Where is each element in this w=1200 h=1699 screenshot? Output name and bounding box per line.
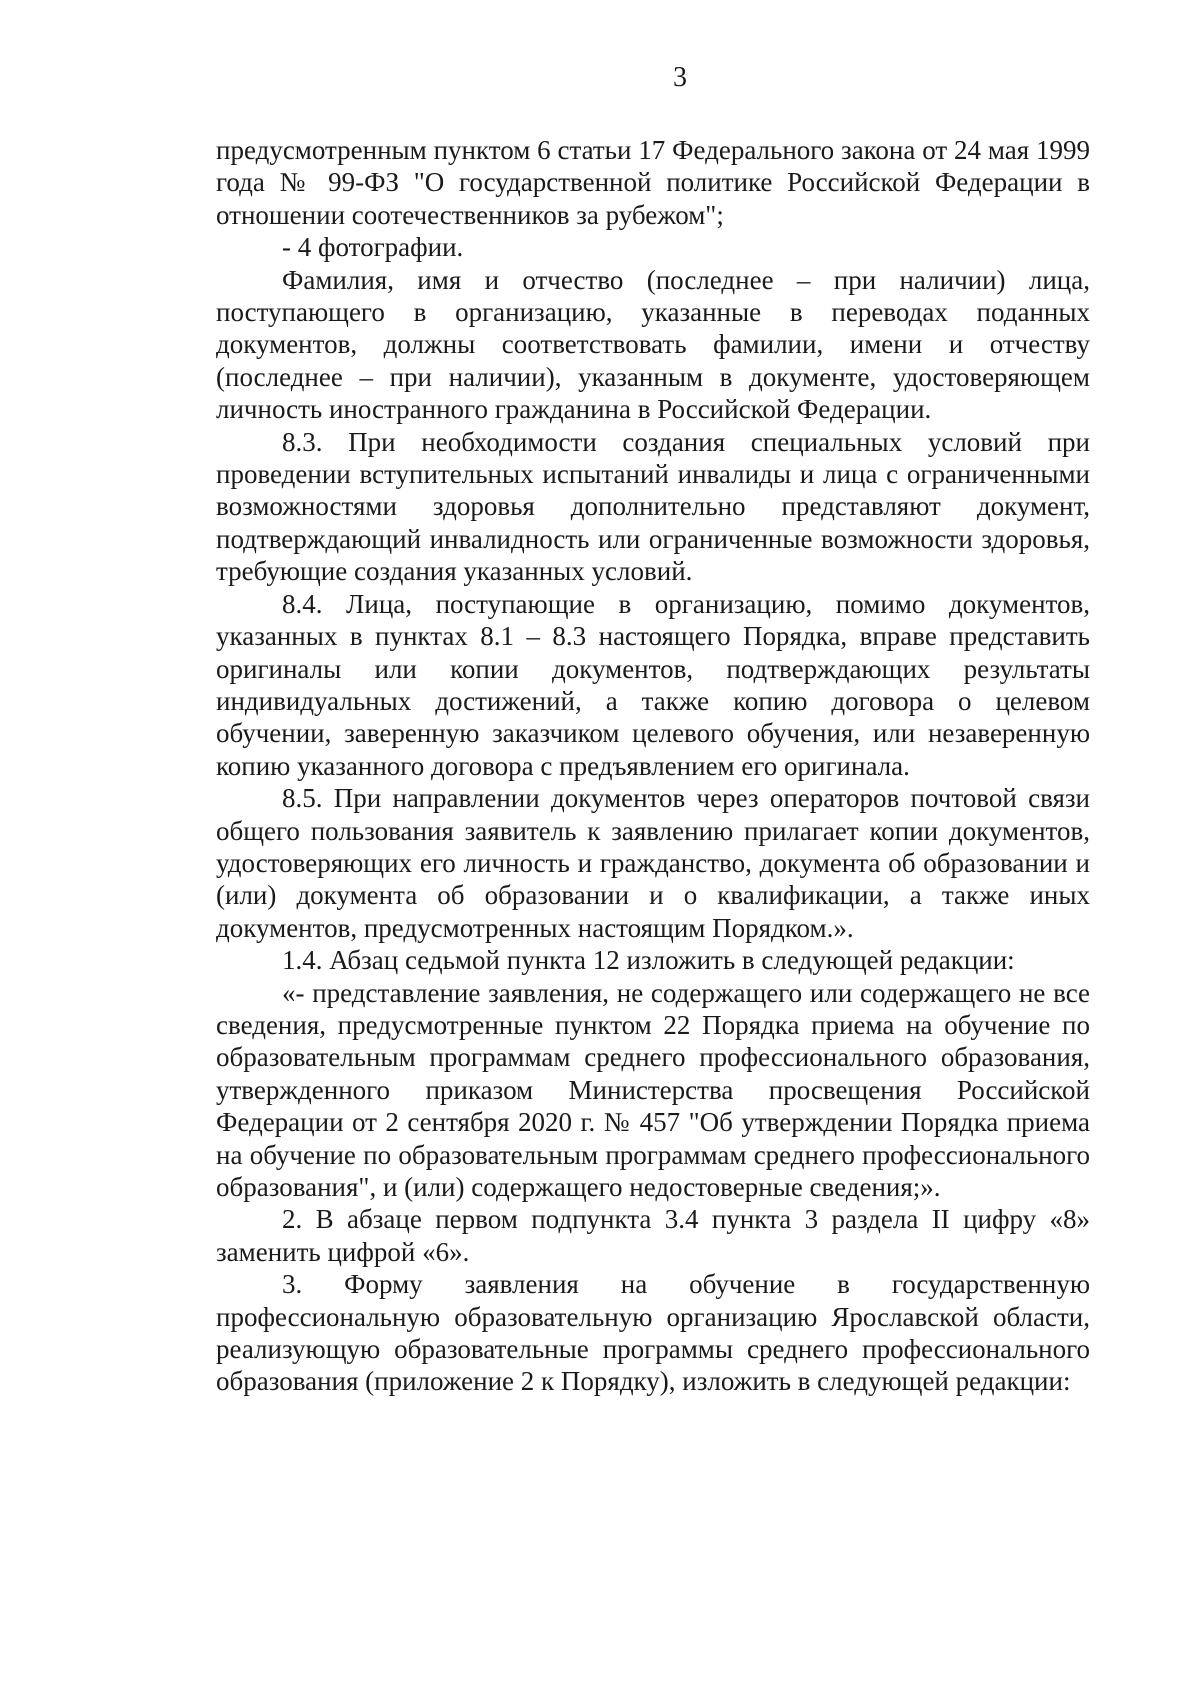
paragraph-name-requirements: Фамилия, имя и отчество (последнее – при наличии) лица, поступающего в организацию, указанные в переводах поданных документов, должны соответствовать фамилии, имени и отчеству (последнее – при наличии), указанным в документе, удостоверяющем личность иностранного гражданина в Российской Федерации. xyxy=(216,264,1090,425)
paragraph-1-4: 1.4. Абзац седьмой пункта 12 изложить в следующей редакции: xyxy=(282,945,1015,976)
paragraph-8-4: 8.4. Лица, поступающие в организацию, помимо документов, указанных в пунктах 8.1 – 8.3 настоящего Порядка, вправе представить оригиналы или копии документов, подтверждающих результаты индивидуальных достижений, а также копию договора о целевом обучении, заверенную заказчиком целевого обучения, или незаверенную копию указанного договора с предъявлением его оригинала. xyxy=(216,588,1090,781)
paragraph-2: 2. В абзаце первом подпункта 3.4 пункта 3 раздела II цифру «8» заменить цифрой «6». xyxy=(216,1204,1090,1267)
paragraph-3: 3. Форму заявления на обучение в государственную профессиональную образовательную организацию Ярославской области, реализующую образовательные программы среднего профессионального образования (приложение 2 к Порядку), изложить в следующей редакции: xyxy=(216,1269,1090,1397)
paragraph-8-5: 8.5. При направлении документов через операторов почтовой связи общего пользования заявитель к заявлению прилагает копии документов, удостоверяющих его личность и гражданство, документа об образовании и (или) документа об образовании и о квалификации, а также иных документов, предусмотренных настоящим Порядком.». xyxy=(216,783,1090,943)
paragraph-continuation: предусмотренным пунктом 6 статьи 17 Федерального закона от 24 мая 1999 года № 99-ФЗ "О государственной политике Российской Федерации в отношении соотечественников за рубежом"; xyxy=(216,135,1090,230)
paragraph-8-3: 8.3. При необходимости создания специальных условий при проведении вступительных испытаний инвалиды и лица с ограниченными возможностями здоровья дополнительно представляют документ, подтверждающий инвалидность или ограниченные возможности здоровья, требующие создания указанных условий. xyxy=(216,426,1090,587)
paragraph-item-12-text: «- представление заявления, не содержащего или содержащего не все сведения, предусмотренные пунктом 22 Порядка приема на обучение по образовательным программам среднего профессионального образования, утвержденного приказом Министерства просвещения Российской Федерации от 2 сентября 2020 г. № 457 "Об утверждении Порядка приема на обучение по образовательным программам среднего профессионального образования", и (или) содержащего недостоверные сведения;». xyxy=(216,977,1090,1202)
page-number: 3 xyxy=(673,62,687,93)
document-body xyxy=(216,134,1090,1398)
paragraph-photos-item: - 4 фотографии. xyxy=(282,232,464,263)
